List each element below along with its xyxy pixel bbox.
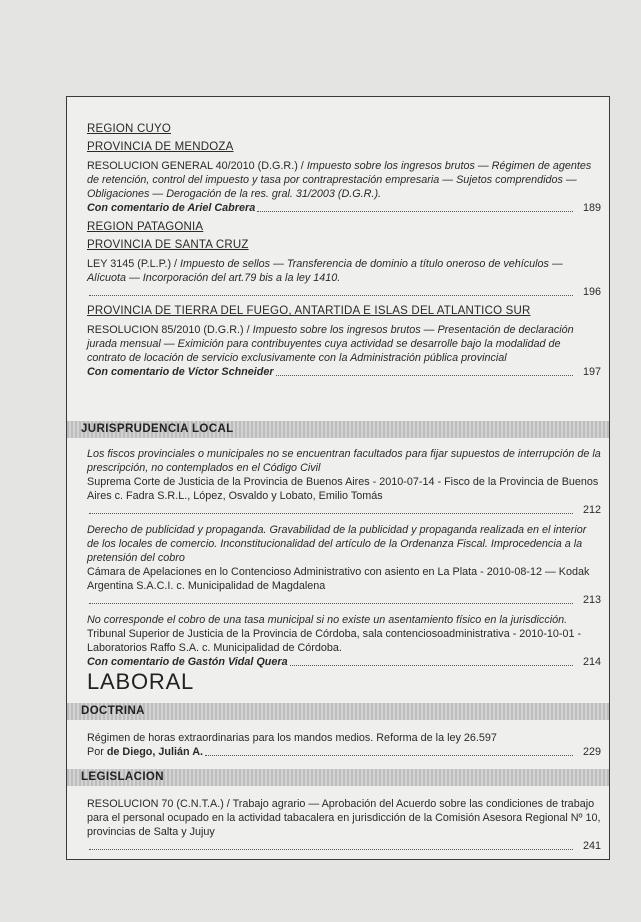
santa-cruz-leader bbox=[87, 285, 601, 299]
santa-cruz-entry[interactable]: LEY 3145 (P.L.P.) / Impuesto de sellos — Transferencia de dominio a título oneroso de vehículos — Alícuota — Incorporación del art.79 bis a la ley 1410. 196 bbox=[87, 258, 601, 298]
mendoza-entry[interactable]: RESOLUCION GENERAL 40/2010 (D.G.R.) / Impuesto sobre los ingresos brutos — Régimen de agentes de retención, control del impuesto y tasa por contraprestación empresaria — Sujetos comprendidos — Obligaciones — Derogación de la res. gral. 31/2003 (D.G.R.). Con comentario de Ariel Cabrera 189 bbox=[87, 160, 601, 214]
region-cuyo-heading[interactable]: REGION CUYO bbox=[87, 123, 171, 135]
page-number: 212 bbox=[582, 504, 601, 516]
jurisprudencia-entry-2[interactable]: Derecho de publicidad y propaganda. Gravabilidad de la publicidad y propaganda realizada en el interior de los locales de comercio. Inconstitucionalidad del artículo de la Ordenanza Fiscal. Improcedencia a la pretensión del cobro Cámara de Apelaciones en lo Contencioso Administrativo con asiento en La Plata - 2010-08-12 — Kodak Argentina S.A.C.I. c. Municipalidad de Magdalena 213 bbox=[87, 524, 601, 606]
page-number: 196 bbox=[582, 286, 601, 298]
page-number: 229 bbox=[582, 746, 601, 758]
province-tierra-del-fuego-heading[interactable]: PROVINCIA DE TIERRA DEL FUEGO, ANTARTIDA E ISLAS DEL ATLANTICO SUR bbox=[87, 305, 531, 317]
index-page bbox=[66, 96, 610, 860]
tierra-del-fuego-entry[interactable]: RESOLUCION 85/2010 (D.G.R.) / Impuesto sobre los ingresos brutos — Presentación de declaración jurada mensual — Eximición para contribuyentes cuya actividad se desarrolle bajo la modalidad de contrato de locación de servicio exclusivamente con la Administración pública provincial Con comentario de Víctor Schneider 197 bbox=[87, 324, 601, 378]
jurisprudencia-entry-3[interactable]: No corresponde el cobro de una tasa municipal si no existe un asentamiento físico en la jurisdicción. Tribunal Superior de Justicia de la Provincia de Córdoba, sala contenciosoadministrativa - 2010-10-01 - Laboratorios Raffo S.A. c. Municipalidad de Córdoba. Con comentario de Gastón Vidal Quera 214 bbox=[87, 614, 601, 668]
laboral-section-title: LABORAL bbox=[87, 669, 195, 694]
jurisprudencia-local-band: JURISPRUDENCIA LOCAL bbox=[67, 421, 609, 438]
legislacion-band: LEGISLACION bbox=[67, 769, 609, 786]
mendoza-leader: Con comentario de Ariel Cabrera 189 bbox=[87, 202, 601, 214]
doctrina-entry[interactable]: Régimen de horas extraordinarias para los mandos medios. Reforma de la ley 26.597 Por de Diego, Julián A. 229 bbox=[87, 732, 601, 758]
jurisprudencia-entry-1[interactable]: Los fiscos provinciales o municipales no se encuentran facultados para fijar supuestos de interrupción de la prescripción, no contemplados en el Código Civil Suprema Corte de Justicia de la Provincia de Buenos Aires - 2010-07-14 - Fisco de la Provincia de Buenos Aires c. Fadra S.R.L., López, Osvaldo y Lobato, Emilio Tomás 212 bbox=[87, 448, 601, 516]
jurisprudencia-section bbox=[87, 447, 601, 675]
page-number: 189 bbox=[582, 202, 601, 214]
province-mendoza-heading[interactable]: PROVINCIA DE MENDOZA bbox=[87, 141, 234, 153]
page-number: 214 bbox=[582, 656, 601, 668]
region-patagonia-heading[interactable]: REGION PATAGONIA bbox=[87, 221, 204, 233]
tierra-del-fuego-leader: Con comentario de Víctor Schneider 197 bbox=[87, 366, 601, 378]
page-number: 213 bbox=[582, 594, 601, 606]
legislacion-entry[interactable]: RESOLUCION 70 (C.N.T.A.) / Trabajo agrario — Aprobación del Acuerdo sobre las condiciones de trabajo para el personal ocupado en la actividad tabacalera en jurisdicción de la Comisión Asesora Regional Nº 10, provincias de Salta y Jujuy 241 bbox=[87, 798, 601, 852]
province-santa-cruz-heading[interactable]: PROVINCIA DE SANTA CRUZ bbox=[87, 239, 249, 251]
regional-section bbox=[87, 119, 601, 385]
page-number: 241 bbox=[582, 840, 601, 852]
page-number: 197 bbox=[582, 366, 601, 378]
doctrina-band: DOCTRINA bbox=[67, 703, 609, 720]
